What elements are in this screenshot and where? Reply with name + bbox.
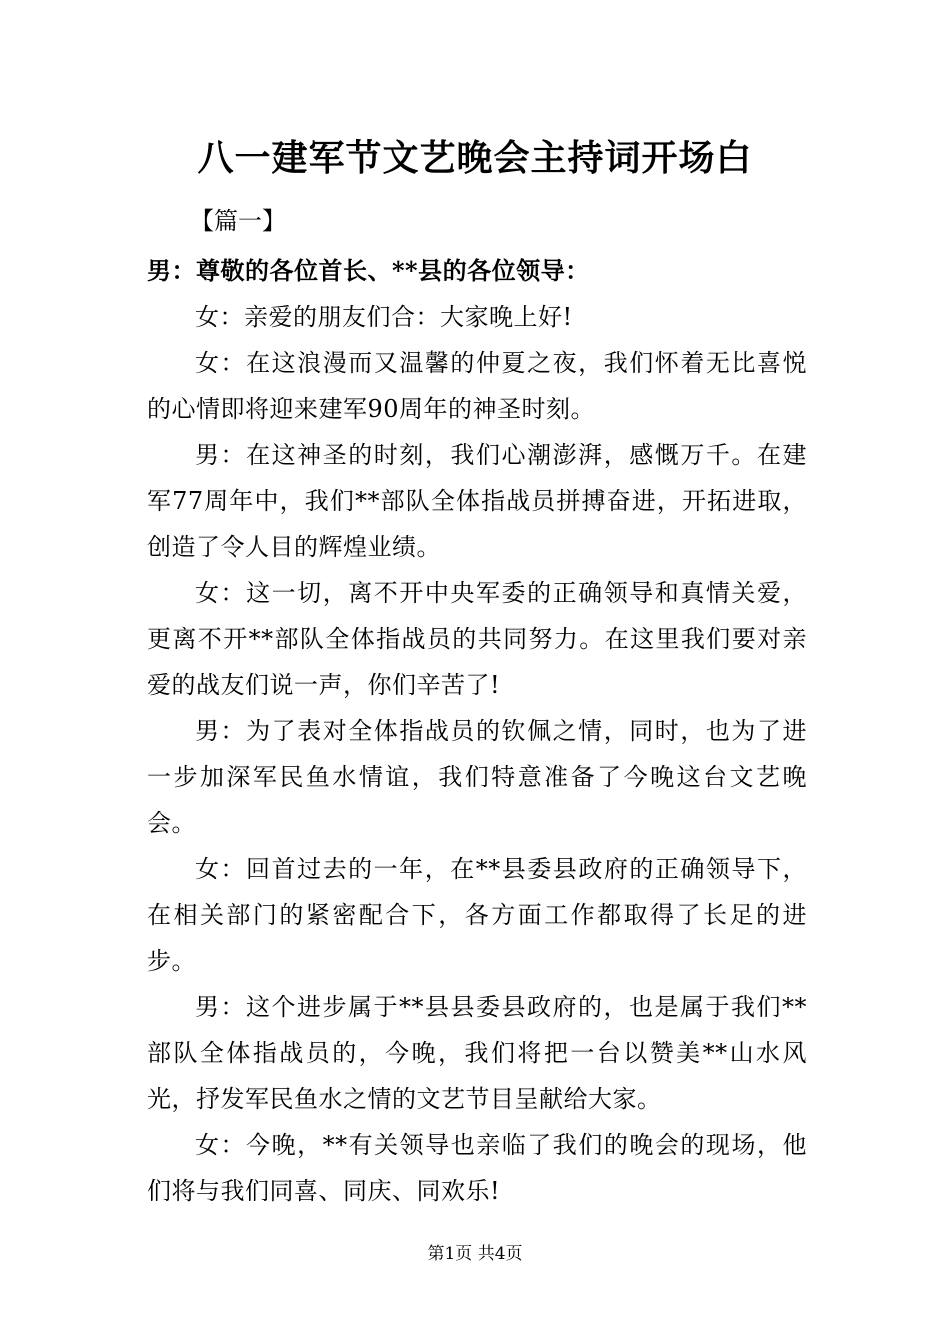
- paragraph: 男：这个进步属于**县县委县政府的，也是属于我们**部队全体指战员的，今晚，我们将把一台以赞美**山水风光，抒发军民鱼水之情的文艺节目呈献给大家。: [147, 993, 807, 1113]
- document-body: [147, 248, 807, 1214]
- paragraph: 女：在这浪漫而又温馨的仲夏之夜，我们怀着无比喜悦的心情即将迎来建军90周年的神圣时刻。: [147, 349, 807, 423]
- paragraph: 女：回首过去的一年，在**县委县政府的正确领导下，在相关部门的紧密配合下，各方面工作都取得了长足的进步。: [147, 855, 807, 975]
- paragraph-greeting-male: 男：尊敬的各位首长、**县的各位领导：: [147, 256, 590, 285]
- page-number-footer: 第1页 共4页: [427, 1244, 523, 1264]
- paragraph: 女：亲爱的朋友们合：大家晚上好!: [195, 303, 573, 331]
- paragraph: 女：这一切，离不开中央军委的正确领导和真情关爱，更离不开**部队全体指战员的共同努力。在这里我们要对亲爱的战友们说一声，你们辛苦了!: [147, 579, 807, 699]
- section-label: 【篇一】: [190, 207, 286, 235]
- paragraph: 女：今晚，**有关领导也亲临了我们的晚会的现场，他们将与我们同喜、同庆、同欢乐!: [147, 1131, 807, 1205]
- paragraph: 男：在这神圣的时刻，我们心潮澎湃，感慨万千。在建军77周年中，我们**部队全体指战员拼搏奋进，开拓进取，创造了令人目的辉煌业绩。: [147, 441, 807, 561]
- paragraph: 男：为了表对全体指战员的钦佩之情，同时，也为了进一步加深军民鱼水情谊，我们特意准备了今晚这台文艺晚会。: [147, 717, 807, 837]
- document-title: 八一建军节文艺晚会主持词开场白: [197, 137, 753, 179]
